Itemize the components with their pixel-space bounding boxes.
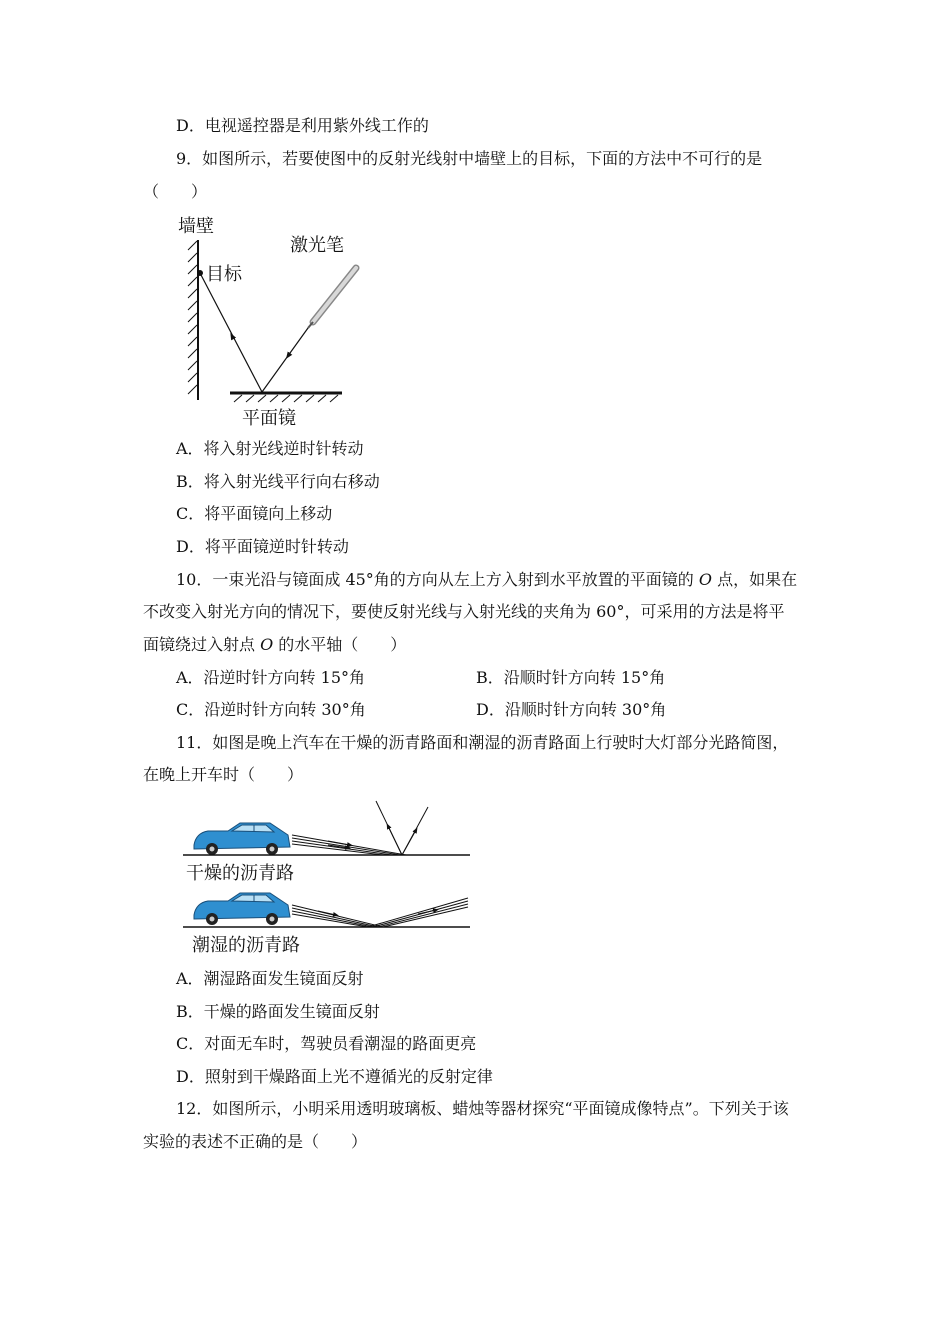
- laser-pen-label: 激光笔: [290, 235, 344, 256]
- q11-option-a: A．潮湿路面发生镜面反射: [176, 969, 364, 988]
- wall-label: 墙壁: [178, 216, 214, 237]
- q11-stem-line1: 11．如图是晚上汽车在干燥的沥青路面和潮湿的沥青路面上行驶时大灯部分光路简图，: [176, 733, 789, 752]
- q9-option-c: C．将平面镜向上移动: [176, 504, 333, 523]
- q10-stem-line1: 10．一束光沿与镜面成 45°角的方向从左上方入射到水平放置的平面镜的 O 点，如果在: [176, 570, 798, 589]
- q9-stem-line1: 9．如图所示，若要使图中的反射光线射中墙壁上的目标，下面的方法中不可行的是: [176, 149, 763, 168]
- dry-road-label: 干燥的沥青路: [186, 863, 294, 884]
- wet-road-reflected-rays: [368, 898, 468, 927]
- q8-option-d: D．电视遥控器是利用紫外线工作的: [176, 116, 429, 135]
- target-label: 目标: [206, 264, 242, 285]
- q10-option-d: D．沿顺时针方向转 30°角: [476, 700, 667, 719]
- q9-figure: [170, 210, 370, 430]
- q11-option-b: B．干燥的路面发生镜面反射: [176, 1002, 380, 1021]
- q9-stem-line2: （ ）: [143, 182, 208, 201]
- mirror-hatching: [234, 395, 338, 402]
- wet-road-incident-rays: [292, 905, 383, 927]
- incident-ray: [262, 328, 308, 392]
- q12-stem-line2: 实验的表述不正确的是（ ）: [143, 1132, 368, 1151]
- q9-option-b: B．将入射光线平行向右移动: [176, 472, 380, 491]
- laser-pen: [308, 268, 356, 328]
- q11-option-c: C．对面无车时，驾驶员看潮湿的路面更亮: [176, 1034, 477, 1053]
- q10-option-b: B．沿顺时针方向转 15°角: [476, 668, 666, 687]
- q11-option-d: D．照射到干燥路面上光不遵循光的反射定律: [176, 1067, 493, 1086]
- q10-option-c: C．沿逆时针方向转 30°角: [176, 700, 366, 719]
- car-icon-dry: [194, 823, 290, 855]
- q9-option-d: D．将平面镜逆时针转动: [176, 537, 349, 556]
- q11-figure: [178, 795, 478, 960]
- q10-option-a: A．沿逆时针方向转 15°角: [176, 668, 366, 687]
- mirror-label: 平面镜: [242, 408, 296, 429]
- q12-stem-line1: 12．如图所示，小明采用透明玻璃板、蜡烛等器材探究“平面镜成像特点”。下列关于该: [176, 1099, 789, 1118]
- dry-road-incident-rays: [292, 835, 406, 855]
- dry-road-scattered-rays: [376, 801, 428, 855]
- q9-option-a: A．将入射光线逆时针转动: [176, 439, 364, 458]
- wall-hatching: [188, 241, 197, 394]
- wet-road-label: 潮湿的沥青路: [192, 935, 300, 956]
- car-icon-wet: [194, 893, 290, 925]
- q10-stem-line3: 面镜绕过入射点 O 的水平轴（ ）: [143, 635, 407, 654]
- q10-stem-line2: 不改变入射光方向的情况下，要使反射光线与入射光线的夹角为 60°，可采用的方法是将平: [143, 602, 785, 621]
- q11-stem-line2: 在晚上开车时（ ）: [143, 765, 304, 784]
- reflected-ray: [200, 273, 262, 392]
